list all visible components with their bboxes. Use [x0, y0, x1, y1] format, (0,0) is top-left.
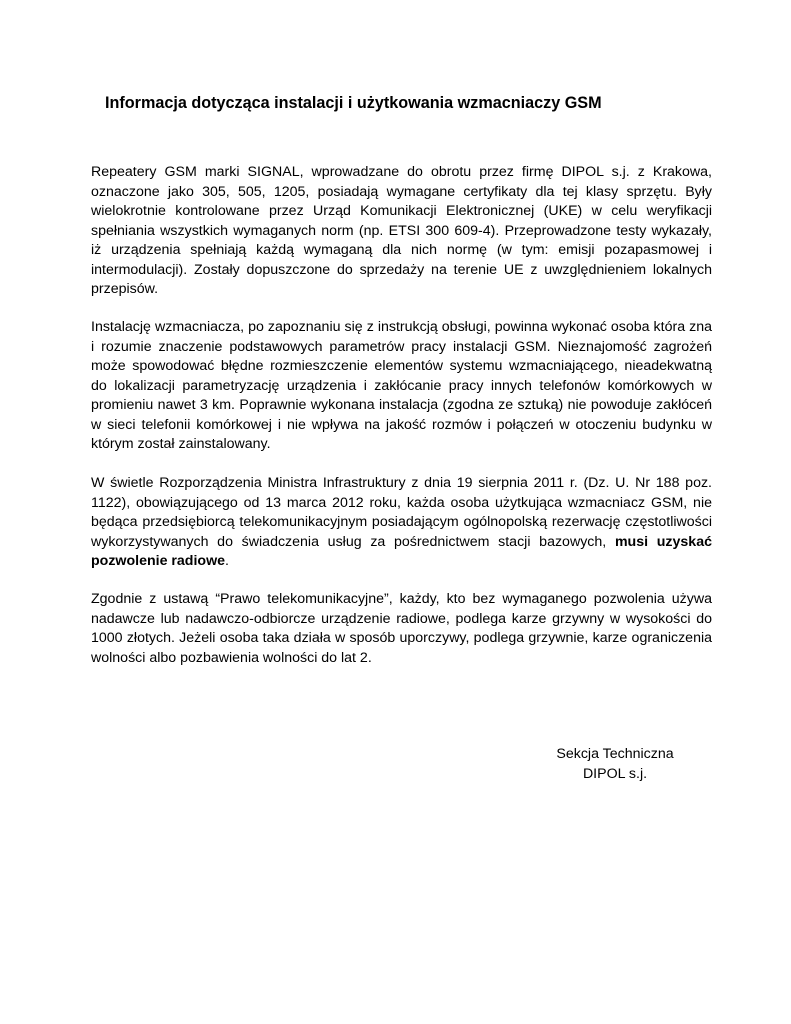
signature-department: Sekcja Techniczna	[556, 746, 674, 762]
paragraph-penalty: Zgodnie z ustawą “Prawo telekomunikacyjne”, każdy, kto bez wymaganego pozwolenia używa nadawcze lub nadawczo-odbiorcze urządzenie radiowe, podlega karze grzywny w wysokości do 1000 złotych. Jeżeli osoba taka działa w sposób uporczywy, podlega grzywnie, karze ograniczenia wolności albo pozbawienia wolności do lat 2.	[91, 591, 712, 666]
document-title: Informacja dotycząca instalacji i użytkowania wzmacniaczy GSM	[105, 94, 602, 112]
regulation-text: W świetle Rozporządzenia Ministra Infrastruktury z dnia 19 sierpnia 2011 r. (Dz. U. Nr 188 poz. 1122), obowiązującego od 13 marca 2012 roku, każda osoba użytkująca wzmacniacz GSM, nie będąca przedsiębiorcą telekomunikacyjnym posiadającym ogólnopolską rezerwację częstotliwości wykorzystywanych do świadczenia usług za pośrednictwem stacji bazowych,	[91, 475, 712, 550]
signature-block	[540, 744, 690, 784]
regulation-end: .	[225, 553, 229, 570]
paragraph-regulation	[91, 474, 712, 572]
signature-company: DIPOL s.j.	[582, 766, 648, 782]
regulation-bold-requirement: musi uzyskać pozwolenie radiowe	[91, 533, 712, 570]
paragraph-installation: Instalację wzmacniacza, po zapoznaniu się z instrukcją obsługi, powinna wykonać osoba która zna i rozumie znaczenie podstawowych parametrów pracy instalacji GSM. Nieznajomość zagrożeń może spowodować błędne rozmieszczenie elementów systemu wzmacniającego, nieadekwatną do lokalizacji parametryzację urządzenia i zakłócanie pracy innych telefonów komórkowych w promieniu nawet 3 km. Poprawnie wykonana instalacja (zgodna ze sztuką) nie powoduje zakłóceń w sieci telefonii komórkowej i nie wpływa na jakość rozmów i połączeń w otoczeniu budynku w którym został zainstalowany.	[91, 319, 712, 453]
paragraph-certification: Repeatery GSM marki SIGNAL, wprowadzane do obrotu przez firmę DIPOL s.j. z Krakowa, oznaczone jako 305, 505, 1205, posiadają wymagane certyfikaty dla tej klasy sprzętu. Były wielokrotnie kontrolowane przez Urząd Komunikacji Elektronicznej (UKE) w celu weryfikacji spełniania wszystkich wymaganych norm (np. ETSI 300 609-4). Przeprowadzone testy wykazały, iż urządzenia spełniają każdą wymaganą dla nich normę (w tym: emisji pozapasmowej i intermodulacji). Zostały dopuszczone do sprzedaży na terenie UE z uwzględnieniem lokalnych przepisów.	[91, 164, 712, 298]
